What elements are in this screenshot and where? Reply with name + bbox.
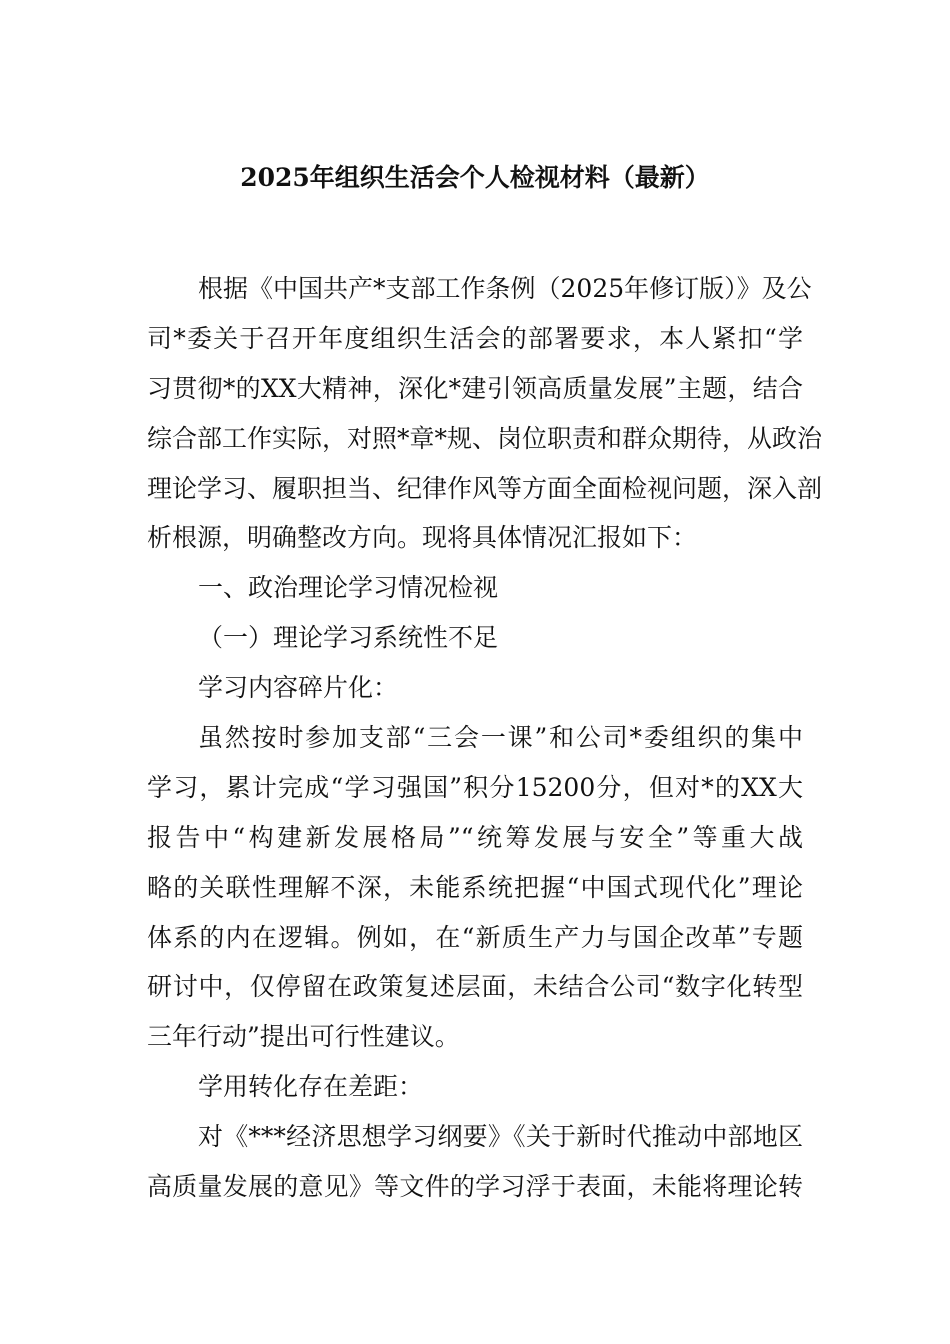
point-line: 研讨中，仅停留在政策复述层面，未结合公司“数字化转型	[147, 972, 803, 1002]
point-line: 学习，累计完成“学习强国”积分15200分，但对*的XX大	[147, 772, 803, 802]
intro-line: 司*委关于召开年度组织生活会的部署要求，本人紧扣“学	[147, 323, 803, 353]
point-line: 体系的内在逻辑。例如，在“新质生产力与国企改革”专题	[147, 922, 803, 952]
point-line: 高质量发展的意见》等文件的学习浮于表面，未能将理论转	[147, 1172, 803, 1202]
point-line: 三年行动”提出可行性建议。	[147, 1022, 460, 1052]
intro-line: 析根源，明确整改方向。现将具体情况汇报如下：	[147, 523, 698, 553]
point-line: 报告中“构建新发展格局”“统筹发展与安全”等重大战	[147, 822, 803, 852]
subsection-heading: （一）理论学习系统性不足	[198, 623, 499, 653]
point-line: 虽然按时参加支部“三会一课”和公司*委组织的集中	[198, 723, 803, 753]
intro-line: 根据《中国共产*支部工作条例（2025年修订版）》及公	[198, 274, 812, 303]
point-paragraph	[147, 713, 803, 1062]
intro-paragraph	[147, 264, 823, 563]
point-line: 对《***经济思想学习纲要》《关于新时代推动中部地区	[198, 1122, 803, 1152]
intro-line: 习贯彻*的XX大精神，深化*建引领高质量发展”主题，结合	[147, 373, 803, 403]
point-paragraph	[147, 1112, 803, 1212]
point-title: 学习内容碎片化：	[198, 673, 399, 703]
document-title: 2025年组织生活会个人检视材料（最新）	[240, 163, 710, 192]
section-heading: 一、政治理论学习情况检视	[198, 573, 499, 603]
intro-line: 综合部工作实际，对照*章*规、岗位职责和群众期待，从政治	[147, 423, 823, 453]
point-title: 学用转化存在差距：	[198, 1072, 424, 1102]
intro-line: 理论学习、履职担当、纪律作风等方面全面检视问题，深入剖	[147, 473, 823, 503]
point-line: 略的关联性理解不深，未能系统把握“中国式现代化”理论	[147, 872, 803, 902]
document-body	[147, 264, 823, 1212]
